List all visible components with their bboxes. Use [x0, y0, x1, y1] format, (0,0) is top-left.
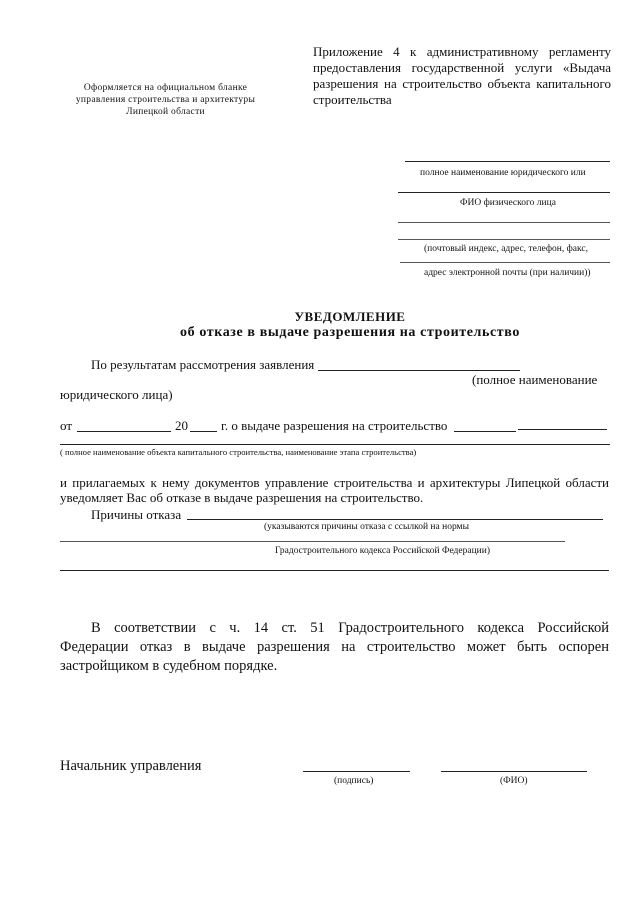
fullname-hint: (полное наименование	[472, 372, 598, 387]
object-field	[60, 444, 610, 445]
year-suffix: г. о выдаче разрешения на строительство	[221, 418, 448, 433]
appeal-line: В соответствии с ч. 14 ст. 51 Градостроительного кодекса Российской	[91, 620, 609, 636]
reasons-field	[60, 570, 609, 571]
email-caption: адрес электронной почты (при наличии))	[424, 268, 591, 278]
contact-caption: (почтовый индекс, адрес, телефон, факс,	[424, 244, 588, 254]
permit-field	[518, 429, 607, 430]
from-prefix: от	[60, 418, 73, 433]
date-field	[77, 431, 171, 432]
page-title: УВЕДОМЛЕНИЕ	[294, 309, 406, 324]
signature-field	[303, 771, 410, 772]
recipient-line	[400, 262, 610, 263]
recipient-line	[398, 239, 610, 240]
appendix-note	[313, 44, 611, 108]
name-field	[441, 771, 587, 772]
legal-caption: полное наименование юридического или	[420, 168, 586, 178]
year-prefix: 20	[175, 418, 188, 433]
page-subtitle: об отказе в выдаче разрешения на строительство	[180, 325, 520, 340]
recipient-line	[398, 222, 610, 223]
recipient-line	[398, 192, 610, 193]
notice-line: и прилагаемых к нему документов управление строительства и архитектуры Липецкой области	[60, 475, 609, 490]
reasons-caption: (указываются причины отказа с ссылкой на нормы	[264, 522, 469, 532]
reasons-field	[187, 519, 603, 520]
reasons-label: Причины отказа	[91, 507, 182, 522]
blank-note-line: Липецкой области	[126, 107, 205, 117]
appendix-line: разрешения на строительство объекта капитального	[313, 76, 611, 91]
permit-field	[454, 431, 516, 432]
object-caption: ( полное наименование объекта капитального строительства, наименование этапа строительства)	[60, 447, 417, 457]
appeal-line: Федерации отказ в выдаче разрешения на строительство может быть оспорен	[60, 639, 609, 655]
reasons-field	[60, 541, 565, 542]
results-text: По результатам рассмотрения заявления	[91, 357, 315, 372]
legal-entity-text: юридического лица)	[60, 387, 173, 402]
appeal-line: застройщиком в судебном порядке.	[60, 658, 278, 674]
appendix-line: предоставления государственной услуги «Выдача	[313, 60, 611, 75]
signature-position: Начальник управления	[60, 758, 202, 774]
sign-caption: (подпись)	[334, 776, 374, 786]
notice-line: уведомляет Вас об отказе в выдаче разрешения на строительство.	[60, 490, 424, 505]
name-caption: (ФИО)	[500, 776, 528, 786]
person-caption: ФИО физического лица	[460, 198, 556, 208]
statement-field	[318, 370, 520, 371]
blank-note-line: Оформляется на официальном бланке	[83, 83, 248, 93]
blank-note	[58, 82, 273, 118]
appendix-line: строительства	[313, 92, 392, 107]
code-caption: Градостроительного кодекса Российской Федерации)	[275, 546, 490, 556]
blank-note-line: управления строительства и архитектуры	[75, 95, 256, 105]
year-field	[190, 431, 217, 432]
appendix-line: Приложение 4 к административному регламенту	[313, 44, 611, 59]
recipient-line	[405, 161, 610, 162]
